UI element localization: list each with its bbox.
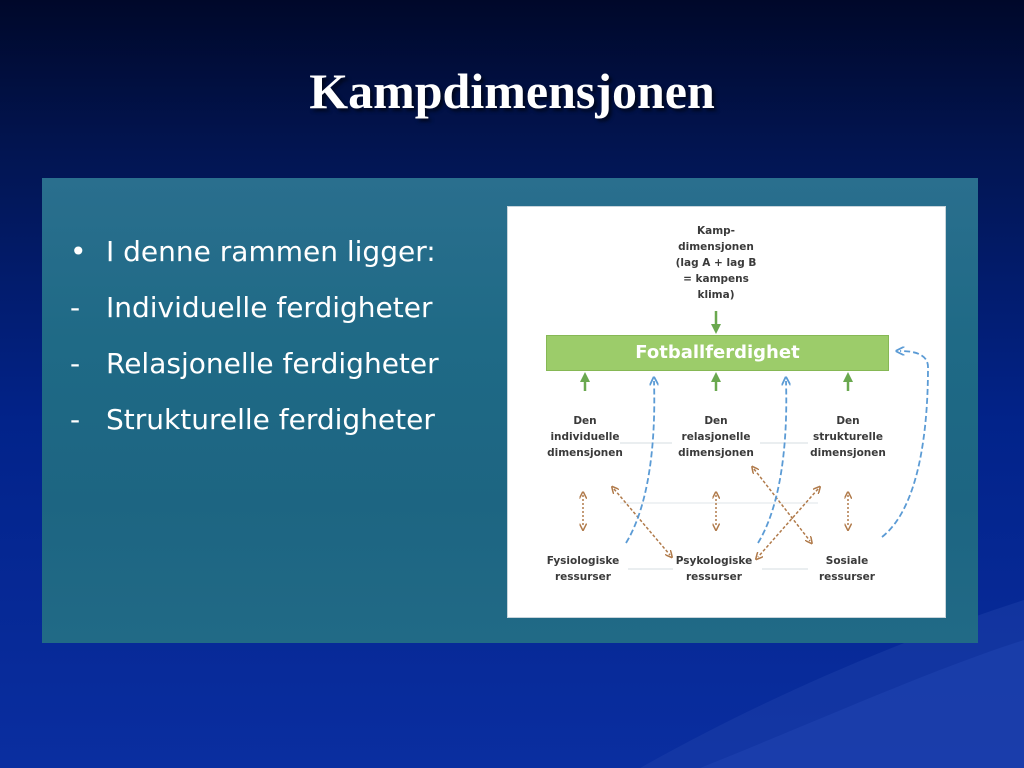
bullet-marker: - — [70, 403, 81, 436]
bullet-text: I denne rammen ligger: — [106, 235, 436, 268]
bullet-text: Individuelle ferdigheter — [106, 291, 433, 324]
top-label-line: klima) — [697, 289, 735, 301]
skill-bar: Fotballferdighet — [546, 335, 889, 371]
dimension-line: Den — [573, 415, 597, 427]
dimension-structural — [798, 413, 898, 461]
dimension-line: individuelle — [550, 431, 620, 443]
resource-line: ressurser — [554, 571, 611, 583]
resource-line: Psykologiske — [675, 555, 753, 567]
bullet-list — [70, 230, 510, 454]
top-label-line: = kampens — [683, 273, 749, 285]
slide-title: Kampdimensjonen — [309, 63, 715, 119]
resource-line: Fysiologiske — [546, 555, 620, 567]
dimension-line: strukturelle — [812, 431, 884, 443]
dimension-line: Den — [836, 415, 860, 427]
top-label-line: dimensjonen — [678, 241, 754, 253]
bullet-marker: - — [70, 291, 81, 324]
brown-cross-arrow — [614, 489, 670, 555]
resource-line: ressurser — [818, 571, 875, 583]
dimension-line: Den — [704, 415, 728, 427]
diagram-box — [507, 206, 946, 618]
dimension-relational — [666, 413, 766, 461]
photo-panel — [42, 178, 978, 643]
resource-psychological — [664, 553, 764, 585]
bullet-marker: • — [70, 235, 87, 268]
dimension-line: relasjonelle — [681, 431, 751, 443]
bullet-text: Strukturelle ferdigheter — [106, 403, 435, 436]
top-label — [666, 223, 766, 303]
resource-line: Sosiale — [825, 555, 869, 567]
dimension-line: dimensjonen — [678, 447, 754, 459]
bullet-item — [70, 286, 510, 342]
bullet-item — [70, 342, 510, 398]
resource-line: ressurser — [685, 571, 742, 583]
blue-arrow-curve — [626, 381, 654, 543]
bullet-marker: - — [70, 347, 81, 380]
brown-cross-arrow — [754, 469, 810, 541]
resource-physiological — [533, 553, 633, 585]
dimension-individual — [535, 413, 635, 461]
top-label-line: Kamp- — [696, 225, 736, 237]
blue-arrow-curve — [758, 381, 786, 543]
resource-social — [797, 553, 897, 585]
dimension-line: dimensjonen — [547, 447, 623, 459]
bullet-text: Relasjonelle ferdigheter — [106, 347, 439, 380]
top-label-line: (lag A + lag B — [675, 257, 757, 269]
bullet-item — [70, 398, 510, 454]
dimension-line: dimensjonen — [810, 447, 886, 459]
bullet-item — [70, 230, 510, 286]
